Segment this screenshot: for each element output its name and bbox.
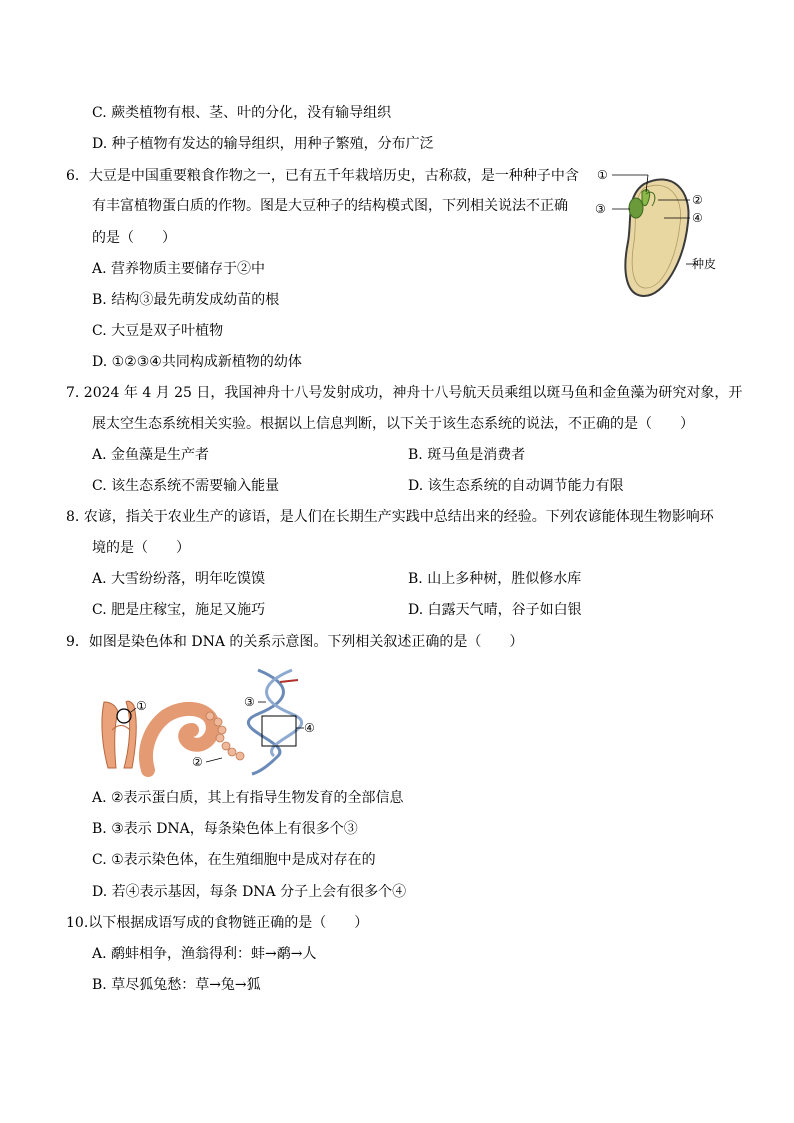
q5-option-d: D. 种子植物有发达的输导组织，用种子繁殖，分布广泛 [92,136,434,152]
chromosome-dna-figure [92,660,342,780]
q10-stem-line-1: 10.以下根据成语写成的食物链正确的是（ ） [66,915,369,931]
q7-option-d: D. 该生态系统的自动调节能力有限 [408,478,624,494]
dna-helix [248,670,301,774]
q9-option-c: C. ①表示染色体，在生殖细胞中是成对存在的 [92,852,376,868]
q6-option-a: A. 营养物质主要储存于②中 [92,261,266,277]
q8-option-a: A. 大雪纷纷落，明年吃馍馍 [92,571,266,587]
q7-option-c: C. 该生态系统不需要输入能量 [92,478,280,494]
q10-option-b: B. 草尽狐兔愁：草→兔→狐 [92,977,261,993]
q7-option-b: B. 斑马鱼是消费者 [408,447,526,463]
seed-label-4: ④ [692,211,703,225]
seed-label-2: ② [692,193,703,207]
q7-stem-line-1: 7. 2024 年 4 月 25 日，我国神舟十八号发射成功，神舟十八号航天员乘组以斑马鱼和金鱼藻为研究对象，开 [66,385,743,401]
q9-stem-line-1: 9．如图是染色体和 DNA 的关系示意图。下列相关叙述正确的是（ ） [66,634,524,650]
dna-label-2: ② [192,755,203,769]
q6-stem-line-3: 的是（ ） [92,230,176,246]
q6-option-d: D. ①②③④共同构成新植物的幼体 [92,354,302,370]
q5-option-c: C. 蕨类植物有根、茎、叶的分化，没有输导组织 [92,105,392,121]
q6-stem-line-2: 有丰富植物蛋白质的作物。图是大豆种子的结构模式图，下列相关说法不正确 [92,198,568,214]
seed-label-3: ③ [595,202,606,216]
q9-option-d: D. 若④表示基因，每条 DNA 分子上会有很多个④ [92,884,407,900]
q6-option-b: B. 结构③最先萌发成幼苗的根 [92,292,280,308]
q10-option-a: A. 鹬蚌相争，渔翁得利：蚌→鹬→人 [92,946,317,962]
radicle [629,198,643,218]
q8-option-b: B. 山上多种树，胜似修水库 [408,571,582,587]
q8-stem-line-2: 境的是（ ） [92,540,190,556]
q6-option-c: C. 大豆是双子叶植物 [92,323,224,339]
q7-stem-line-2: 展太空生态系统相关实验。根据以上信息判断，以下关于该生态系统的说法，不正确的是（ ） [92,416,694,432]
q8-option-d: D. 白露天气晴，谷子如白银 [408,602,582,618]
dna-label-1: ① [136,699,147,713]
seed-coat-label: 种皮 [692,257,717,271]
q6-stem-line-1: 6．大豆是中国重要粮食作物之一，已有五千年栽培历史，古称菽，是一种种子中含 [66,168,579,184]
q8-option-c: C. 肥是庄稼宝，施足又施巧 [92,602,266,618]
seed-label-1: ① [597,168,608,182]
soybean-seed-figure [592,162,742,302]
dna-label-4: ④ [304,721,315,735]
q9-option-a: A. ②表示蛋白质，其上有指导生物发育的全部信息 [92,790,404,806]
dna-label-3: ③ [244,695,255,709]
q9-option-b: B. ③表示 DNA，每条染色体上有很多个③ [92,821,358,837]
q7-option-a: A. 金鱼藻是生产者 [92,447,210,463]
q8-stem-line-1: 8. 农谚，指关于农业生产的谚语，是人们在长期生产实践中总结出来的经验。下列农谚能体现生物影响环 [66,509,714,525]
